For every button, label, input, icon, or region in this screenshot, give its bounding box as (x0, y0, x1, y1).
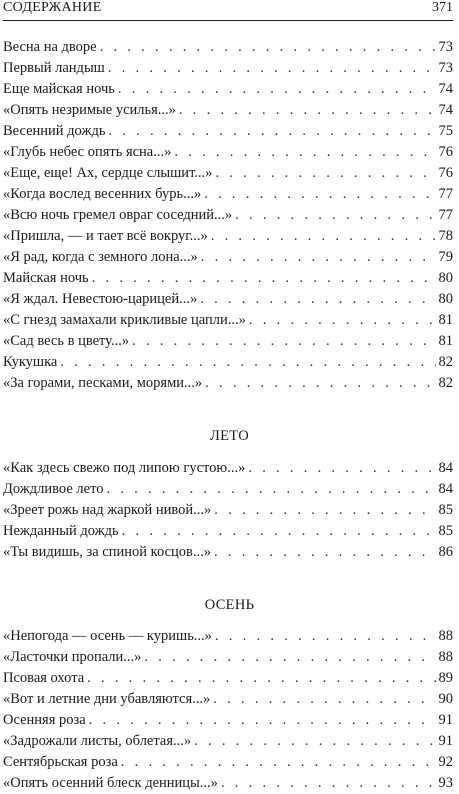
toc-entry (3, 373, 453, 394)
toc-entry-page: 85 (438, 502, 453, 518)
toc-entry (3, 731, 453, 752)
toc-entry (3, 163, 453, 184)
dot-leader (213, 689, 435, 710)
dot-leader (106, 479, 435, 500)
toc-entry-title: Весенний дождь (3, 123, 106, 139)
toc-entry-page: 91 (438, 733, 453, 749)
toc-entry (3, 205, 453, 226)
dot-leader (108, 121, 435, 142)
toc-entry-title: «Опять незримые усилья...» (3, 102, 176, 118)
dot-leader (215, 626, 436, 647)
toc-entry-title: Первый ландыш (3, 60, 105, 76)
dot-leader (200, 289, 435, 310)
toc-entry-page: 74 (438, 81, 453, 97)
dot-leader (214, 500, 435, 521)
toc-entry-page: 90 (438, 691, 453, 707)
toc-entry-page: 84 (438, 460, 453, 476)
toc-entry-title: Осенняя роза (3, 712, 86, 728)
toc-entry-title: «Всю ночь гремел овраг соседний...» (3, 207, 233, 223)
dot-leader (235, 205, 435, 226)
toc-entry (3, 58, 453, 79)
toc-entry-page: 81 (438, 333, 453, 349)
toc-entry-title: «Сад весь в цвету...» (3, 333, 130, 349)
toc-entry (3, 226, 453, 247)
toc-entry-page: 77 (438, 207, 453, 223)
toc-entry (3, 626, 453, 647)
toc-list-spring (3, 37, 453, 394)
dot-leader (221, 773, 436, 794)
dot-leader (144, 647, 435, 668)
toc-entry (3, 752, 453, 773)
toc-entry-page: 76 (438, 144, 453, 160)
toc-entry-page: 78 (438, 228, 453, 244)
dot-leader (249, 310, 436, 331)
toc-entry-page: 88 (438, 628, 453, 644)
page-header (3, 2, 453, 21)
toc-entry-page: 85 (438, 523, 453, 539)
toc-entry (3, 668, 453, 689)
dot-leader (174, 142, 435, 163)
toc-entry (3, 268, 453, 289)
toc-entry-page: 73 (438, 39, 453, 55)
toc-entry-page: 80 (438, 270, 453, 286)
toc-entry-title: «С гнезд замахали крикливые цапли...» (3, 312, 246, 328)
running-title: СОДЕРЖАНИЕ (3, 0, 102, 15)
dot-leader (87, 668, 435, 689)
toc-entry-title: Еще майская ночь (3, 81, 115, 97)
toc-entry-page: 82 (438, 375, 453, 391)
dot-leader (201, 247, 436, 268)
toc-list-summer (3, 458, 453, 563)
dot-leader (132, 331, 435, 352)
toc-entry-page: 92 (438, 754, 453, 770)
toc-entry-page: 82 (438, 354, 453, 370)
toc-entry-title: Дождливое лето (3, 481, 104, 497)
toc-entry (3, 37, 453, 58)
toc-entry-title: «Еще, еще! Ах, сердце слышит...» (3, 165, 213, 181)
toc-entry (3, 352, 453, 373)
toc-entry-page: 86 (438, 544, 453, 560)
dot-leader (100, 37, 436, 58)
section-heading-autumn: ОСЕНЬ (204, 597, 255, 613)
dot-leader (248, 458, 435, 479)
toc-list-autumn (3, 626, 453, 794)
toc-entry-title: «Пришла, — и тает всё вокруг...» (3, 228, 208, 244)
dot-leader (205, 373, 435, 394)
dot-leader (204, 184, 435, 205)
toc-entry-title: «Зреет рожь над жаркой нивой...» (3, 502, 212, 518)
toc-entry-page: 84 (438, 481, 453, 497)
dot-leader (179, 100, 436, 121)
toc-entry-page: 75 (438, 123, 453, 139)
dot-leader (122, 521, 436, 542)
toc-entry-page: 81 (438, 312, 453, 328)
toc-entry-title: «Когда вослед весенних бурь...» (3, 186, 202, 202)
toc-entry-page: 79 (438, 249, 453, 265)
dot-leader (118, 79, 436, 100)
dot-leader (108, 58, 436, 79)
toc-entry-page: 80 (438, 291, 453, 307)
toc-entry (3, 310, 453, 331)
toc-entry (3, 331, 453, 352)
toc-entry-page: 73 (438, 60, 453, 76)
section-heading-summer: ЛЕТО (209, 428, 250, 444)
toc-entry-page: 89 (438, 670, 453, 686)
toc-entry (3, 458, 453, 479)
toc-entry-title: «Задрожали листы, облетая...» (3, 733, 192, 749)
toc-entry-title: Весна на дворе (3, 39, 97, 55)
toc-entry (3, 773, 453, 794)
toc-entry (3, 79, 453, 100)
toc-entry-page: 91 (438, 712, 453, 728)
toc-entry-title: «Ты видишь, за спиной косцов...» (3, 544, 211, 560)
dot-leader (121, 752, 436, 773)
dot-leader (60, 352, 435, 373)
toc-entry-page: 93 (438, 775, 453, 791)
toc-entry-title: «За горами, песками, морями...» (3, 375, 203, 391)
toc-entry-title: «Вот и летние дни убавляются...» (3, 691, 211, 707)
toc-entry-title: Кукушка (3, 354, 58, 370)
toc-entry-title: «Я ждал. Невестою-царицей...» (3, 291, 198, 307)
toc-entry (3, 500, 453, 521)
toc-entry-title: «Ласточки пропали...» (3, 649, 142, 665)
toc-entry-page: 76 (438, 165, 453, 181)
toc-entry-page: 74 (438, 102, 453, 118)
dot-leader (92, 268, 436, 289)
toc-entry-title: «Непогода — осень — куришь...» (3, 628, 212, 644)
toc-entry-title: «Я рад, когда с земного лона...» (3, 249, 198, 265)
toc-entry-title: «Опять осенний блеск денницы...» (3, 775, 218, 791)
dot-leader (194, 731, 435, 752)
toc-entry (3, 142, 453, 163)
dot-leader (211, 226, 436, 247)
dot-leader (89, 710, 436, 731)
toc-entry (3, 479, 453, 500)
dot-leader (215, 163, 435, 184)
toc-entry-title: «Глубь небес опять ясна...» (3, 144, 172, 160)
dot-leader (214, 542, 436, 563)
toc-entry (3, 121, 453, 142)
toc-entry-page: 88 (438, 649, 453, 665)
toc-entry-title: Майская ночь (3, 270, 89, 286)
toc-entry-title: Псовая охота (3, 670, 85, 686)
toc-entry (3, 710, 453, 731)
toc-entry (3, 542, 453, 563)
toc-entry-title: «Как здесь свежо под липою густою...» (3, 460, 246, 476)
toc-entry (3, 289, 453, 310)
toc-entry (3, 247, 453, 268)
toc-entry (3, 184, 453, 205)
toc-entry (3, 689, 453, 710)
toc-entry-title: Сентябрьская роза (3, 754, 118, 770)
toc-entry-page: 77 (438, 186, 453, 202)
toc-entry (3, 647, 453, 668)
toc-entry (3, 100, 453, 121)
toc-entry (3, 521, 453, 542)
page-number: 371 (432, 0, 453, 15)
toc-entry-title: Нежданный дождь (3, 523, 119, 539)
